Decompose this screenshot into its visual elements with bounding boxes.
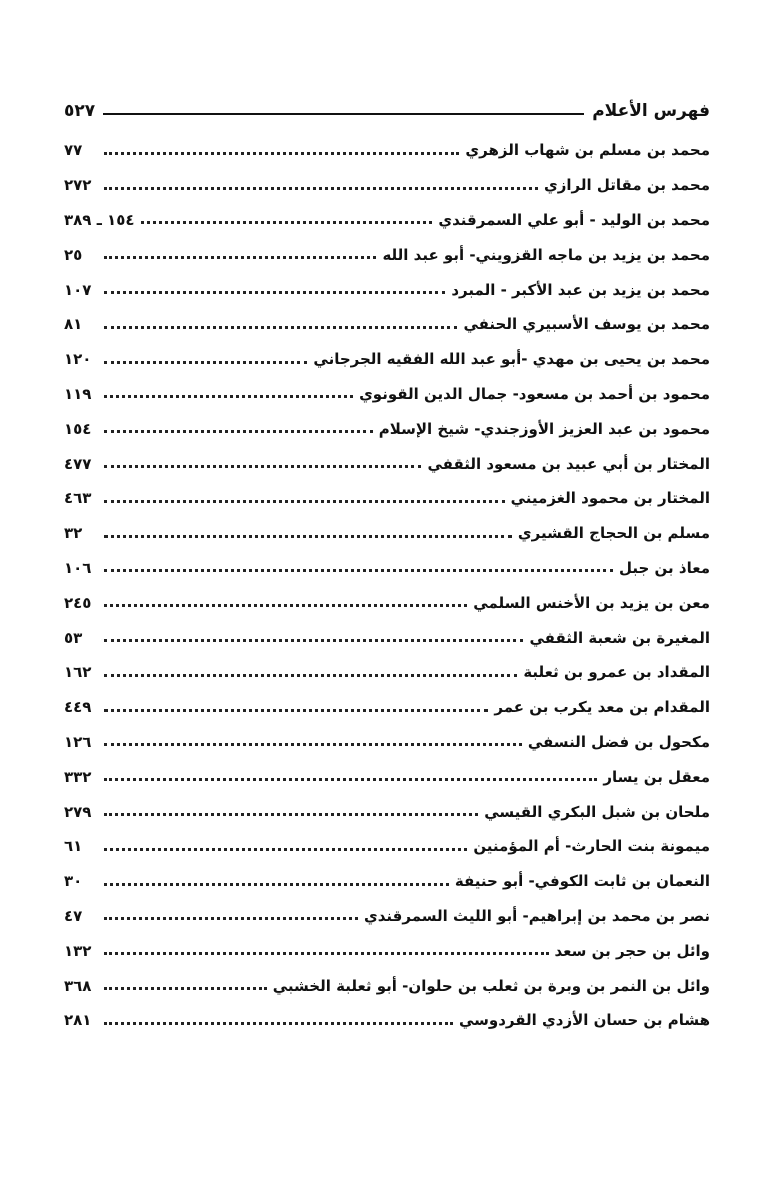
dot-leader — [104, 430, 373, 433]
entry-name: محمود بن عبد العزيز الأوزجندي- شيخ الإسلام — [378, 419, 710, 438]
entry-pages: ٧٧ — [64, 141, 83, 160]
entry-pages: ٣٦٨ — [64, 976, 92, 995]
entry-name: هشام بن حسان الأزدي القردوسي — [458, 1011, 710, 1030]
dot-leader — [104, 569, 613, 572]
index-entry — [64, 968, 710, 1003]
index-entry — [64, 690, 710, 725]
entry-name: المختار بن أبي عبيد بن مسعود الثقفي — [427, 454, 710, 473]
index-entry — [64, 899, 710, 934]
index-entry — [64, 516, 710, 551]
entry-pages: ٢٥ — [64, 245, 83, 264]
entry-pages: ٤٤٩ — [64, 698, 92, 717]
index-entry — [64, 203, 710, 238]
entry-pages: ٦١ — [64, 837, 83, 856]
entry-name: محمد بن يحيى بن مهدي -أبو عبد الله الفقيه الجرجاني — [313, 350, 710, 369]
dot-leader — [104, 813, 478, 816]
index-entry — [64, 342, 710, 377]
index-entry — [64, 725, 710, 760]
dot-leader — [104, 326, 457, 329]
entry-name: المغيرة بن شعبة الثقفي — [529, 628, 710, 647]
dot-leader — [104, 848, 467, 851]
index-entry — [64, 759, 710, 794]
entry-name: محمد بن يزيد بن ماجه القزويني- أبو عبد الله — [382, 245, 710, 264]
index-entry — [64, 1003, 710, 1038]
entry-pages: ١١٩ — [64, 384, 92, 403]
index-entry — [64, 168, 710, 203]
entry-name: محمد بن يوسف الأسبيري الحنفي — [463, 315, 710, 334]
index-entry — [64, 377, 710, 412]
dot-leader — [104, 291, 445, 294]
index-entry — [64, 829, 710, 864]
entry-name: معقل بن يسار — [603, 767, 710, 786]
dot-leader — [104, 152, 459, 155]
header-title: فهرس الأعلام — [592, 101, 710, 121]
entry-pages: ١٢٦ — [64, 732, 92, 751]
dot-leader — [141, 221, 433, 224]
entry-pages: ١٢٠ — [64, 350, 92, 369]
dot-leader — [104, 187, 538, 190]
dot-leader — [104, 465, 421, 468]
dot-leader — [104, 674, 517, 677]
dot-leader — [104, 1022, 453, 1025]
entry-pages: ١٦٢ — [64, 663, 92, 682]
dot-leader — [104, 256, 376, 259]
index-entry — [64, 307, 710, 342]
dot-leader — [104, 361, 307, 364]
entry-pages: ٤٦٣ — [64, 489, 92, 508]
entry-pages: ٣٠ — [64, 872, 83, 891]
entry-name: محمد بن مقاتل الرازي — [544, 176, 710, 195]
entry-pages: ٤٧٧ — [64, 454, 92, 473]
entry-pages: ١٠٦ — [64, 558, 92, 577]
entry-name: مسلم بن الحجاج القشيري — [517, 524, 710, 543]
entry-pages: ٣٣٢ — [64, 767, 92, 786]
index-entry — [64, 551, 710, 586]
entry-pages: ٢٧٢ — [64, 176, 92, 195]
entry-pages: ٥٣ — [64, 628, 83, 647]
dot-leader — [104, 743, 522, 746]
entry-pages: ١٥٤ ـ ٣٨٩ — [64, 210, 135, 229]
entry-name: المقداد بن عمرو بن ثعلبة — [523, 663, 710, 682]
dot-leader — [104, 778, 597, 781]
entry-pages: ٣٢ — [64, 524, 83, 543]
index-entry — [64, 133, 710, 168]
entry-pages: ١٣٢ — [64, 941, 92, 960]
index-entry — [64, 655, 710, 690]
entry-name: ميمونة بنت الحارث- أم المؤمنين — [473, 837, 710, 856]
index-entry — [64, 585, 710, 620]
dot-leader — [104, 987, 267, 990]
entry-pages: ٢٤٥ — [64, 593, 92, 612]
entry-name: محمد بن يزيد بن عبد الأكبر - المبرد — [451, 280, 710, 299]
dot-leader — [104, 709, 488, 712]
header-rule — [103, 113, 584, 115]
entry-name: نصر بن محمد بن إبراهيم- أبو الليث السمرقندي — [364, 906, 710, 925]
index-entry — [64, 481, 710, 516]
names-index-list — [64, 133, 710, 1038]
index-entry — [64, 272, 710, 307]
entry-pages: ٢٧٩ — [64, 802, 92, 821]
index-entry — [64, 864, 710, 899]
entry-pages: ٤٧ — [64, 906, 83, 925]
entry-name: محمد بن الوليد - أبو علي السمرقندي — [438, 210, 710, 229]
index-entry — [64, 446, 710, 481]
entry-name: معن بن يزيد بن الأخنس السلمي — [473, 593, 710, 612]
entry-name: ملحان بن شبل البكري القيسي — [484, 802, 710, 821]
dot-leader — [104, 604, 467, 607]
entry-pages: ١٠٧ — [64, 280, 92, 299]
dot-leader — [104, 952, 549, 955]
dot-leader — [104, 500, 505, 503]
page-number: ٥٢٧ — [64, 101, 96, 121]
index-entry — [64, 933, 710, 968]
running-header — [64, 84, 710, 120]
entry-name: النعمان بن ثابت الكوفي- أبو حنيفة — [454, 872, 710, 891]
entry-name: مكحول بن فضل النسفي — [527, 732, 710, 751]
index-entry — [64, 411, 710, 446]
entry-name: محمود بن أحمد بن مسعود- جمال الدين القونوي — [359, 384, 710, 403]
entry-name: محمد بن مسلم بن شهاب الزهري — [465, 141, 710, 160]
index-entry — [64, 794, 710, 829]
dot-leader — [104, 639, 523, 642]
entry-name: وائل بن حجر بن سعد — [554, 941, 710, 960]
entry-name: المقدام بن معد يكرب بن عمر — [494, 698, 710, 717]
entry-name: وائل بن النمر بن وبرة بن ثعلب بن حلوان- أبو ثعلبة الخشبي — [272, 976, 710, 995]
dot-leader — [104, 917, 358, 920]
entry-pages: ٨١ — [64, 315, 83, 334]
entry-pages: ١٥٤ — [64, 419, 92, 438]
index-entry — [64, 237, 710, 272]
index-entry — [64, 620, 710, 655]
entry-pages: ٢٨١ — [64, 1011, 92, 1030]
entry-name: معاذ بن جبل — [619, 558, 710, 577]
entry-name: المختار بن محمود الغزميني — [510, 489, 710, 508]
dot-leader — [104, 395, 353, 398]
dot-leader — [104, 883, 449, 886]
dot-leader — [104, 535, 512, 538]
